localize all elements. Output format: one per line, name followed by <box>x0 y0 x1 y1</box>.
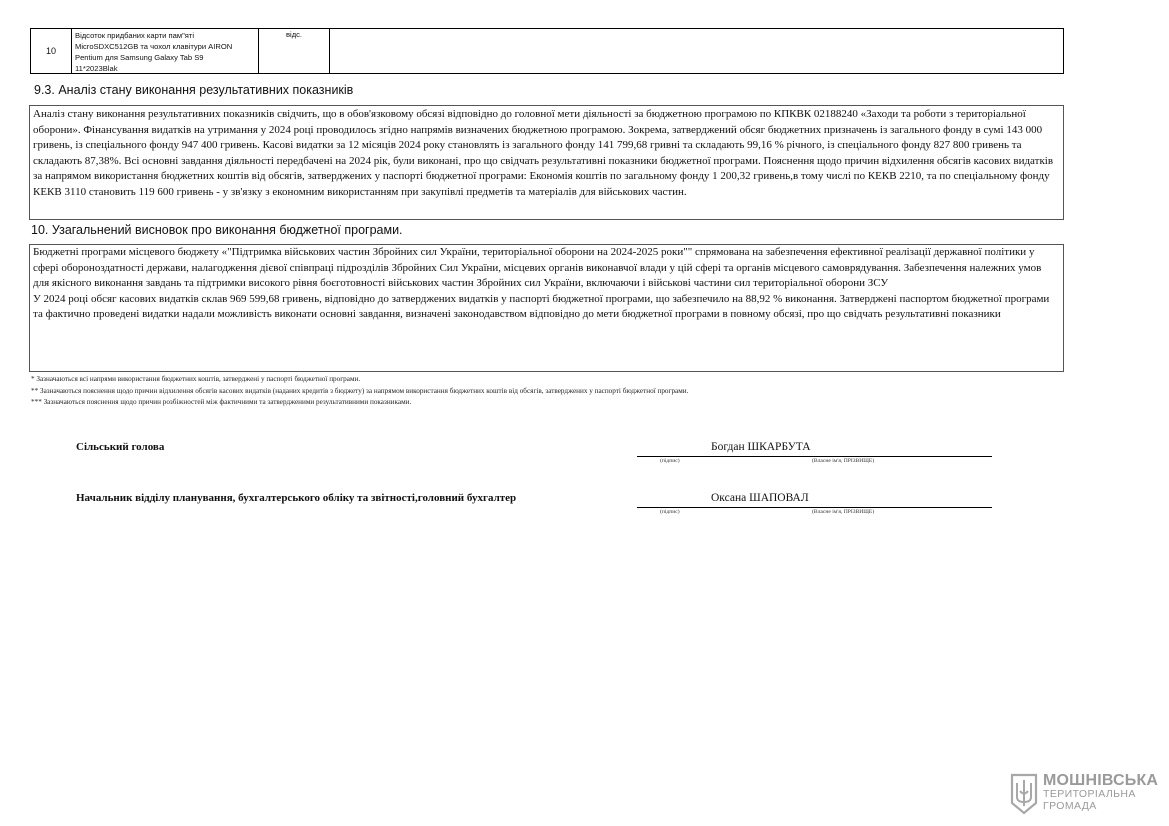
signature-1-line <box>637 456 992 457</box>
section-9-3-title: 9.3. Аналіз стану виконання результативних показників <box>34 83 354 97</box>
signature-2-caption-sign: (підпис) <box>660 509 680 515</box>
watermark-line-3: ГРОМАДА <box>1043 799 1097 812</box>
section-10-text <box>29 244 1064 372</box>
signature-1-caption-sign: (підпис) <box>660 458 680 464</box>
signature-1-name: Богдан ШКАРБУТА <box>711 441 811 453</box>
watermark-line-2: ТЕРИТОРІАЛЬНА <box>1043 788 1136 800</box>
indicator-table-row <box>30 28 1064 74</box>
footnote-3: *** Зазначаються пояснення щодо причин розбіжностей між фактичними та затвердженими результативними показниками. <box>31 398 412 406</box>
watermark-line-1: МОШНІВСЬКА <box>1043 772 1159 789</box>
footnotes <box>31 374 688 409</box>
row-unit: відс. <box>259 29 330 73</box>
trident-icon <box>1010 773 1038 815</box>
footnote-1: * Зазначаються всі напрями використання бюджетних коштів, затверджені у паспорті бюджетної програми. <box>31 375 361 383</box>
row-number: 10 <box>31 29 72 73</box>
section-10-title: 10. Узагальнений висновок про виконання бюджетної програми. <box>31 223 403 237</box>
signature-2-name: Оксана ШАПОВАЛ <box>711 492 809 504</box>
signature-2-caption-name: (Власне ім'я, ПРІЗВИЩЕ) <box>812 509 875 515</box>
signature-2-line <box>637 507 992 508</box>
signature-1-caption-name: (Власне ім'я, ПРІЗВИЩЕ) <box>812 458 875 464</box>
row-indicator-name: Відсоток придбаних карти пам"яті MicroSDXC512GB та чохол клавітури AIRON Pentium для Samsung Galaxy Tab S9 11*2023Blak <box>72 29 259 73</box>
row-value <box>330 29 1063 73</box>
signature-2-title: Начальник відділу планування, бухгалтерського обліку та звітності,головний бухгалтер <box>76 492 517 504</box>
signature-1-title: Сільський голова <box>76 441 165 453</box>
community-watermark-logo <box>1010 771 1160 816</box>
conclusion-paragraph-1: Бюджетні програми місцевого бюджету «"Підтримка військових частин Збройних сил України, територіальної оборони на 2024-2025 роки"" спрямована на забезпечення ефективної реалізації державної політики у сфері обороноздатності держави, налагодження дієвої співпраці підрозділів Збройних Сил України, місцевих органів виконавчої влади у цій сфері та органів місцевого самоврядування. Забезпечення належних умов для якісного виконання завдань та підтримки високого рівня боєготовності військових частин Збройних сил України, включаючи і військові частини сил територіальної оборони ЗСУ <box>33 246 1042 290</box>
footnote-2: ** Зазначаються пояснення щодо причин відхилення обсягів касових видатків (наданих кредитів з бюджету) за напрямом використання бюджетних коштів від обсягів, затверджених у паспорті бюджетної програми. <box>31 386 689 395</box>
conclusion-paragraph-2: У 2024 році обсяг касових видатків склав 969 599,68 гривень, відповідно до затверджених видатків у паспорті бюджетної програми, що забезпечило на 88,92 % виконання. Затверджені паспортом бюджетної програми та фактично проведені видатки надали можливість виконати основні завдання, визначені законодавством відповідно до мети бюджетної програми в повному обсязі, про що свідчать результативні показники <box>33 292 1050 321</box>
section-9-3-text: Аналіз стану виконання результативних показників свідчить, що в обов'язковому обсязі відповідно до головної мети діяльності за бюджетною програмою по КПКВК 02188240 «Заходи та роботи з територіальної оборони». Фінансування видатків на утримання у 2024 році проводилось згідно напрямів визначених бюджетною програмою. Зокрема, затверджений обсяг бюджетних призначень із загального фонду в сумі 143 000 гривень, із спеціального фонду 947 400 гривень. Касові видатки за 12 місяців 2024 року становлять із загального фонду 141 799,68 гривні та складають 99,16 % річного, із спеціального фонду 827 800 гривень та складають 87,38%. Всі основні завдання діяльності передбачені на 2024 рік, були виконані, про що свідчать результативні показники бюджетної програми. Пояснення щодо причин відхилення обсягів касових видатків за напрямом використання бюджетних коштів від обсягів, затверджених у паспорті бюджетної програми: Економія коштів по загальному фонду 1 200,32 гривень,в тому числі по КЕКВ 2210, та по спеціальному фонду КЕКВ 3110 становить 119 600 гривень - у зв'язку з економним використанням при закупівлі предметів та матеріалів для військових частин. <box>29 105 1064 220</box>
